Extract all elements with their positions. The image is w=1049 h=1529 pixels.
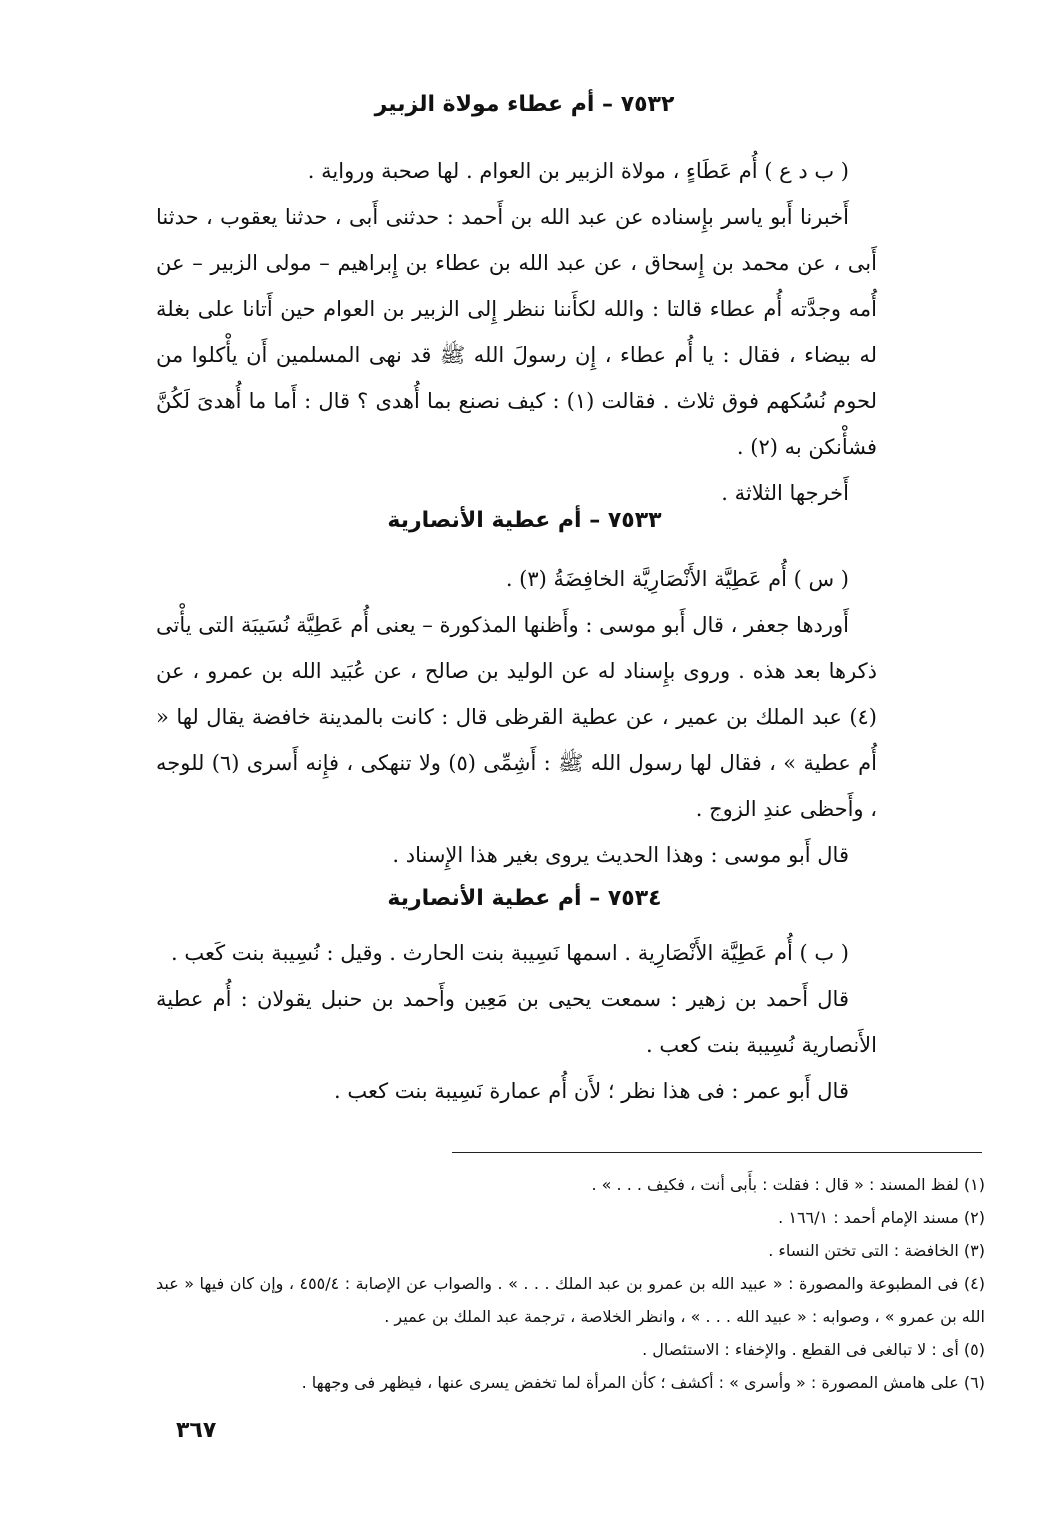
footnotes [156,1168,985,1399]
entry-hadith-text: أَخبرنا أَبو ياسر بإِسناده عن عبد الله بن أَحمد : حدثنى أَبى ، حدثنا يعقوب ، حدثنا أَبى ، عن محمد بن إِسحاق ، عن عبد الله بن عطاء بن إِبراهيم – مولى الزبير – عن أُمه وجدَّته أُم عطاء قالتا : والله لكأَننا ننظر إِلى الزبير بن العوام حين أَتانا على بغلة له بيضاء ، فقال : يا أُم عطاء ، إِن رسولَ الله ﷺ قد نهى المسلمين أَن يأْكلوا من لحوم نُسُكهم فوق ثلاث . فقالت (١) : كيف نصنع بما أُهدى ؟ قال : أَما ما أُهدىَ لَكُنَّ فشأْنكن به (٢) . [156,205,877,459]
footnote: (٣) الخافضة : التى تختن النساء . [768,1241,985,1260]
footnote: (٦) على هامش المصورة : « وأسرى » : أكشف ؛ كأن المرأة لما تخفض يسرى عنها ، فيظهر فى وجهها . [301,1373,985,1392]
entry-attribution: قال أَبو موسى : وهذا الحديث يروى بغير هذا الإِسناد . [392,843,849,867]
entry-source-line: ( ب د ع ) أُم عَطَاءٍ ، مولاة الزبير بن العوام . لها صحبة ورواية . [307,159,849,183]
entry-attribution: أَخرجها الثلاثة . [721,481,849,505]
entry-quote-text: قال أَحمد بن زهير : سمعت يحيى بن مَعِين وأَحمد بن حنبل يقولان : أُم عطية الأَنصارية نُسِيبة بنت كعب . [156,987,877,1057]
footnote: (٢) مسند الإمام أحمد : ١٦٦/١ . [778,1208,985,1227]
footnote-separator [452,1152,982,1153]
entry-note-text: قال أَبو عمر : فى هذا نظر ؛ لأَن أُم عمارة نَسِيبة بنت كعب . [333,1079,849,1103]
entry-body-7533 [156,556,877,878]
entry-body-7534 [156,930,877,1114]
entry-hadith-text: أَوردها جعفر ، قال أَبو موسى : وأَظنها المذكورة – يعنى أُم عَطِيَّة نُسَيبَة التى يأْتى ذكرها بعد هذه . وروى بإِسناد له عن الوليد بن صالح ، عن عُبَيد الله بن عمرو ، عن (٤) عبد الملك بن عمير ، عن عطية القرظى قال : كانت بالمدينة خافضة يقال لها « أُم عطية » ، فقال لها رسول الله ﷺ : أَشِمِّى (٥) ولا تنهكى ، فإِنه أَسرى (٦) للوجه ، وأَحظى عندِ الزوج . [156,613,877,821]
footnote: (٤) فى المطبوعة والمصورة : « عبيد الله بن عمرو بن عبد الملك . . . » . والصواب عن الإصابة : ٤٥٥/٤ ، وإن كان فيها « عبد الله بن عمرو » ، وصوابه : « عبيد الله . . . » ، وانظر الخلاصة ، ترجمة عبد الملك بن عمير . [156,1274,985,1326]
entry-body-7532 [156,148,877,516]
entry-title-7534: ٧٥٣٤ – أم عطية الأنصارية [387,886,662,911]
entry-title-7532: ٧٥٣٢ – أم عطاء مولاة الزبير [374,92,675,117]
entry-source-line: ( ب ) أُم عَطِيَّة الأَنْصَارِية . اسمها نَسِيبة بنت الحارث . وقيل : نُسِيبة بنت كَعب . [171,941,849,965]
footnote: (١) لفظ المسند : « قال : فقلت : بأَبى أنت ، فكيف . . . » . [591,1175,985,1194]
entry-title-7533: ٧٥٣٣ – أم عطية الأنصارية [387,508,662,533]
page-number: ٣٦٧ [176,1418,217,1443]
footnote: (٥) أى : لا تبالغى فى القطع . والإخفاء : الاستئصال . [642,1340,985,1359]
entry-source-line: ( س ) أُم عَطِيَّة الأَنْصَارِيَّة الخافِضَةُ (٣) . [505,567,849,591]
